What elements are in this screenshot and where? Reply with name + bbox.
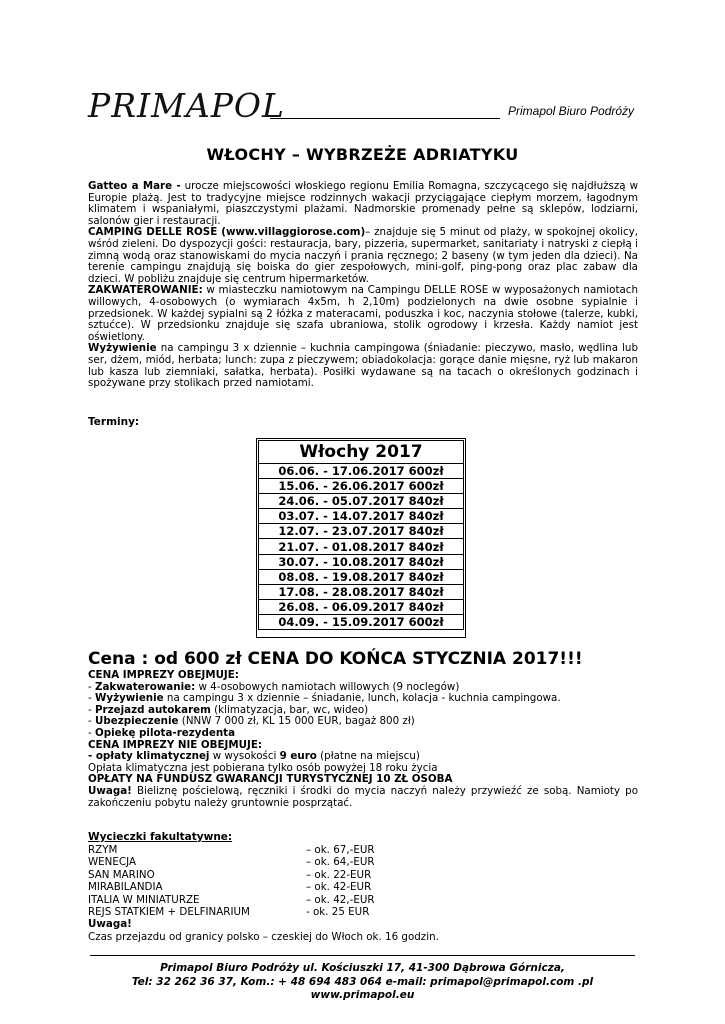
price-table-row: 26.08. - 06.09.2017 840zł: [259, 599, 464, 614]
footer-divider: [90, 955, 635, 956]
food-paragraph: [88, 343, 638, 389]
price-table-row: 30.07. - 10.08.2017 840zł: [259, 554, 464, 569]
includes-item: - Wyżywienie na campingu 3 x dziennie – śniadanie, lunch, kolacja - kuchnia campingowa.: [88, 692, 561, 705]
lodging-text: w miasteczku namiotowym na Campingu DELLE ROSE w wyposażonych namiotach willowych, 4-osobowych (o wymiarach 4x5m, h 2,10m) podzielonych na dwie osobne sypialnie i przedsionek. W każdej sypialni są 2 łóżka z materacami, poduszka i koc, naczynia stołowe (talerze, kubki, sztućce). W przedsionku znajduje się szafa ubraniowa, stolik ogrodowy i krzesła. Każdy namiot jest oświetlony.: [88, 284, 638, 343]
terms-label: Terminy:: [88, 416, 140, 428]
gatteo-paragraph: [88, 181, 638, 227]
footer-address: Primapol Biuro Podróży ul. Kościuszki 17, 41-300 Dąbrowa Górnicza,: [160, 962, 565, 974]
header-divider: [270, 118, 500, 119]
conditions-section: [88, 670, 638, 809]
trip-name: RZYM: [88, 844, 118, 856]
guarantee-fund: OPŁATY NA FUNDUSZ GWARANCJI TURYSTYCZNEJ 10 ZŁ OSOBA: [88, 773, 453, 786]
climate-fee-info: Opłata klimatyczna jest pobierana tylko osób powyżej 18 roku życia: [88, 761, 438, 774]
description-section: [88, 181, 638, 390]
price-table-heading: Włochy 2017: [259, 441, 464, 464]
trip-price: – ok. 42,-EUR: [306, 893, 375, 906]
trip-name: SAN MARINO: [88, 868, 155, 881]
lodging-label: ZAKWATEROWANIE:: [88, 284, 203, 297]
trips-note-text: Czas przejazdu od granicy polsko – czeskiej do Włoch ok. 16 godzin.: [88, 930, 439, 943]
agency-name: Primapol Biuro Podróży: [508, 104, 635, 118]
price-table-row: 17.08. - 28.08.2017 840zł: [259, 584, 464, 599]
camping-text: – znajduje się 5 minut od plaży, w spokojnej okolicy, wśród zieleni. Do dyspozycji gości: restauracja, bary, pizzeria, supermarket, sanitariaty i natryski z ciepłą i zimną wodą oraz stanowiskami do mycia naczyń i prania ręcznego; 2 baseny (w tym jeden dla dzieci). Na terenie campingu znajdują się boiska do gier zespołowych, mini-golf, ping-pong oraz plac zabaw dla dzieci. W pobliżu znajduje się centrum hipermarketów.: [88, 226, 638, 285]
primapol-logo: PRIMAPOL: [88, 86, 285, 125]
camping-label: CAMPING DELLE ROSE (www.villaggiorose.com): [88, 226, 366, 239]
trip-price: – ok. 22-EUR: [306, 868, 372, 881]
trip-price: - ok. 25 EUR: [306, 906, 370, 919]
price-table: [258, 440, 464, 630]
trip-item: [88, 856, 488, 868]
price-table-row: 24.06. - 05.07.2017 840zł: [259, 494, 464, 509]
includes-item: - Przejazd autokarem (klimatyzacja, bar, wc, wideo): [88, 703, 369, 716]
trip-item: [88, 906, 488, 918]
trip-item: [88, 869, 488, 881]
includes-item: - Ubezpieczenie (NNW 7 000 zł, KL 15 000 EUR, bagaż 800 zł): [88, 715, 415, 728]
lodging-paragraph: [88, 285, 638, 343]
food-text: na campingu 3 x dziennie – kuchnia campingowa (śniadanie: pieczywo, masło, wędlina lub ser, dżem, miód, herbata; lunch: zupa z pieczywem; obiadokolacja: gorące danie mięsne, ryż lub makaron lub kasza lub ziemniaki, sałatka, herbata). Posiłki wydawane są na tacach o określonych godzinach i spożywane przy stolikach przed namiotami.: [88, 342, 638, 390]
footer-website[interactable]: www.primapol.eu: [310, 989, 415, 1001]
page-title: WŁOCHY – WYBRZEŻE ADRIATYKU: [206, 145, 519, 164]
includes-list: [88, 682, 638, 740]
trip-price: – ok. 64,-EUR: [306, 856, 375, 869]
price-table-row: 06.06. - 17.06.2017 600zł: [259, 464, 464, 479]
climate-fee: - opłaty klimatycznej w wysokości 9 euro (płatne na miejscu): [88, 750, 420, 763]
includes-heading: CENA IMPREZY OBEJMUJE:: [88, 669, 239, 681]
trips-list: [88, 844, 488, 918]
trip-name: WENECJA: [88, 856, 136, 869]
trip-name: REJS STATKIEM + DELFINARIUM: [88, 906, 250, 919]
trip-item: [88, 881, 488, 893]
gatteo-label: Gatteo a Mare -: [88, 180, 181, 192]
trip-price: – ok. 67,-EUR: [306, 844, 375, 856]
trips-note-heading: Uwaga!: [88, 918, 132, 931]
trip-name: ITALIA W MINIATURZE: [88, 893, 200, 906]
price-table-row: 03.07. - 14.07.2017 840zł: [259, 509, 464, 524]
price-table-row: 15.06. - 26.06.2017 600zł: [259, 479, 464, 494]
note: Uwaga! Bieliznę pościelową, ręczniki i środki do mycia naczyń należy przywieźć ze sobą. Namioty po zakończeniu pobytu należy gruntownie posprzątać.: [88, 784, 638, 809]
includes-item: - Opiekę pilota-rezydenta: [88, 726, 236, 739]
price-table-row: 12.07. - 23.07.2017 840zł: [259, 524, 464, 539]
trip-price: – ok. 42-EUR: [306, 881, 372, 894]
includes-item: - Zakwaterowanie: w 4-osobowych namiotach willowych (9 noclegów): [88, 680, 460, 693]
excludes-heading: CENA IMPREZY NIE OBEJMUJE:: [88, 738, 262, 751]
trip-name: MIRABILANDIA: [88, 881, 163, 894]
trips-section: [88, 844, 488, 943]
footer-contact: Tel: 32 262 36 37, Kom.: + 48 694 483 064 e-mail: primapol@primapol.com .pl: [131, 975, 594, 988]
gatteo-text: urocze miejscowości włoskiego regionu Emilia Romagna, szczycącego się najdłuższą w Europie plażą. Jest to tradycyjne miejsce rodzinnych wakacji przyciągające ciepłym morzem, łagodnym klimatem i wspaniałymi, piaszczystymi plażami. Nadmorskie promenady pełne są sklepów, lodziarni, salonów gier i restauracji.: [88, 180, 638, 227]
price-table-row: 21.07. - 01.08.2017 840zł: [259, 539, 464, 554]
price-headline: Cena : od 600 zł CENA DO KOŃCA STYCZNIA 2017!!!: [88, 649, 583, 669]
food-label: Wyżywienie: [88, 342, 157, 355]
price-table-row: 08.08. - 19.08.2017 840zł: [259, 569, 464, 584]
document-header: [88, 86, 648, 126]
footer: [0, 962, 725, 1003]
camping-paragraph: [88, 227, 638, 285]
trip-item: [88, 844, 488, 856]
price-table-row: 04.09. - 15.09.2017 600zł: [259, 614, 464, 629]
trip-item: [88, 894, 488, 906]
trips-heading: Wycieczki fakultatywne:: [88, 831, 233, 843]
